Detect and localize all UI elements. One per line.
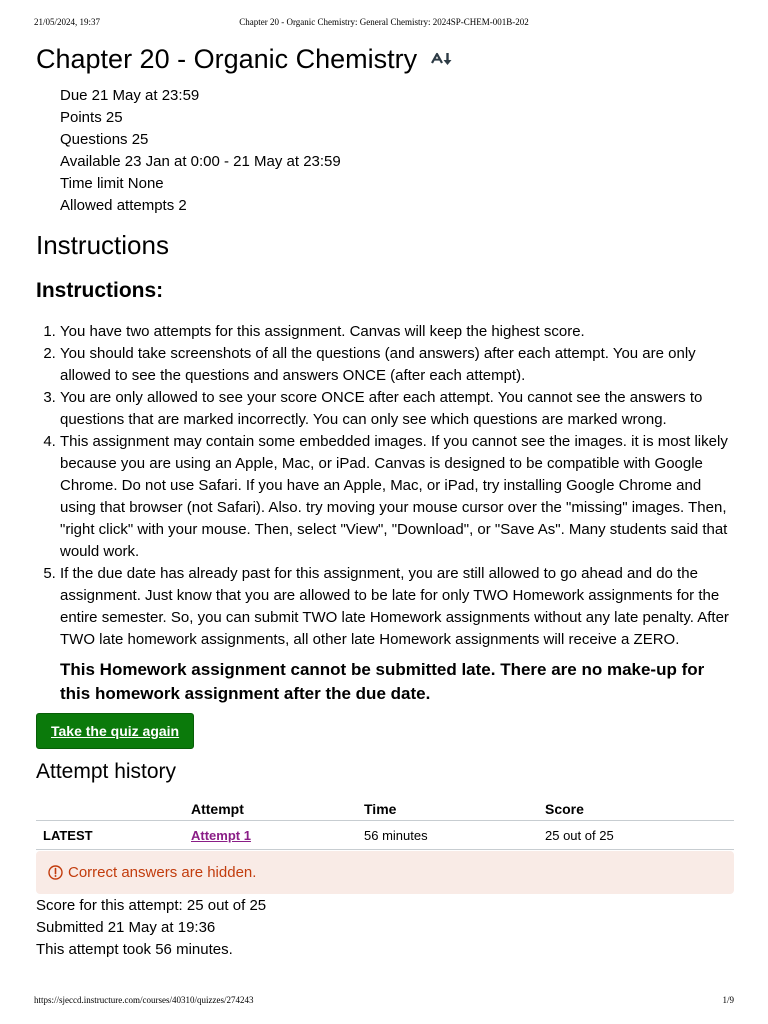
attempt-result (36, 895, 734, 961)
late-warning: This Homework assignment cannot be submitted late. There are no make-up for this homework assignment after the due date. (60, 660, 705, 703)
detail-available: Available 23 Jan at 0:00 - 21 May at 23:59 (60, 153, 341, 170)
instruction-item: 5. If the due date has already past for this assignment, you are still allowed to go ahead and do the assignment. Just know that you are allowed to be late for only TWO Homework assignments for the entire semester. So, you can submit TWO late Homework assignments without any late penalty. After TWO late homework assignments, all other late Homework assignments will receive a ZERO. (60, 563, 734, 651)
detail-questions: Questions 25 (60, 131, 149, 148)
column-header-score: Score (538, 798, 734, 821)
take-quiz-again-button[interactable]: Take the quiz again (36, 713, 194, 749)
warning-circle-icon (48, 865, 63, 880)
instructions-list (36, 321, 734, 651)
instruction-item: 2. You should take screenshots of all the questions (and answers) after each attempt. You are only allowed to see the questions and answers ONCE (after each attempt). (60, 343, 734, 387)
duration-line: This attempt took 56 minutes. (36, 941, 233, 958)
answers-hidden-alert (36, 851, 734, 894)
table-row (36, 821, 734, 850)
attempt-score: 25 out of 25 (538, 821, 734, 850)
quiz-title-row (36, 42, 734, 76)
quiz-content (36, 42, 734, 961)
column-header-blank (36, 798, 184, 821)
instruction-item: 4. This assignment may contain some embedded images. If you cannot see the images. it is most likely because you are using an Apple, Mac, or iPad. Canvas is designed to be compatible with Google Chrome. Do not use Safari. If you have an Apple, Mac, or iPad, try installing Google Chrome and using that browser (not Safari). Also. try moving your mouse cursor over the "missing" images. Then, "right click" with your mouse. Then, select "View", "Download", or "Save As". Many students said that would work. (60, 431, 734, 563)
attempt-label: LATEST (36, 821, 184, 850)
column-header-time: Time (357, 798, 538, 821)
print-datetime: 21/05/2024, 19:37 (34, 17, 101, 27)
instruction-item: 3. You are only allowed to see your score ONCE after each attempt. You cannot see the answers to questions that are marked incorrectly. You can only see which questions are marked wrong. (60, 387, 734, 431)
print-page-number: 1/9 (722, 995, 734, 1005)
table-header-row (36, 798, 734, 821)
attempt-link[interactable]: Attempt 1 (191, 827, 251, 843)
sort-order-icon[interactable] (431, 51, 453, 67)
print-url: https://sjeccd.instructure.com/courses/40310/quizzes/274243 (34, 995, 254, 1005)
detail-points: Points 25 (60, 109, 123, 126)
attempt-time: 56 minutes (357, 821, 538, 850)
detail-allowed-attempts: Allowed attempts 2 (60, 197, 187, 214)
attempt-history-heading: Attempt history (36, 760, 177, 783)
print-footer (34, 995, 734, 1005)
instruction-item: 1. You have two attempts for this assignment. Canvas will keep the highest score. (60, 321, 734, 343)
instructions-subheading: Instructions: (36, 279, 164, 302)
column-header-attempt: Attempt (184, 798, 357, 821)
quiz-details (60, 85, 734, 217)
quiz-title: Chapter 20 - Organic Chemistry (36, 44, 418, 74)
detail-time-limit: Time limit None (60, 175, 164, 192)
detail-due: Due 21 May at 23:59 (60, 87, 200, 104)
score-line: Score for this attempt: 25 out of 25 (36, 897, 267, 914)
alert-text: Correct answers are hidden. (68, 864, 257, 881)
print-header (34, 17, 734, 27)
submitted-line: Submitted 21 May at 19:36 (36, 919, 216, 936)
instructions-heading: Instructions (36, 230, 169, 260)
attempt-history-table (36, 798, 734, 850)
print-page-title: Chapter 20 - Organic Chemistry: General Chemistry: 2024SP-CHEM-001B-202 (239, 17, 529, 27)
